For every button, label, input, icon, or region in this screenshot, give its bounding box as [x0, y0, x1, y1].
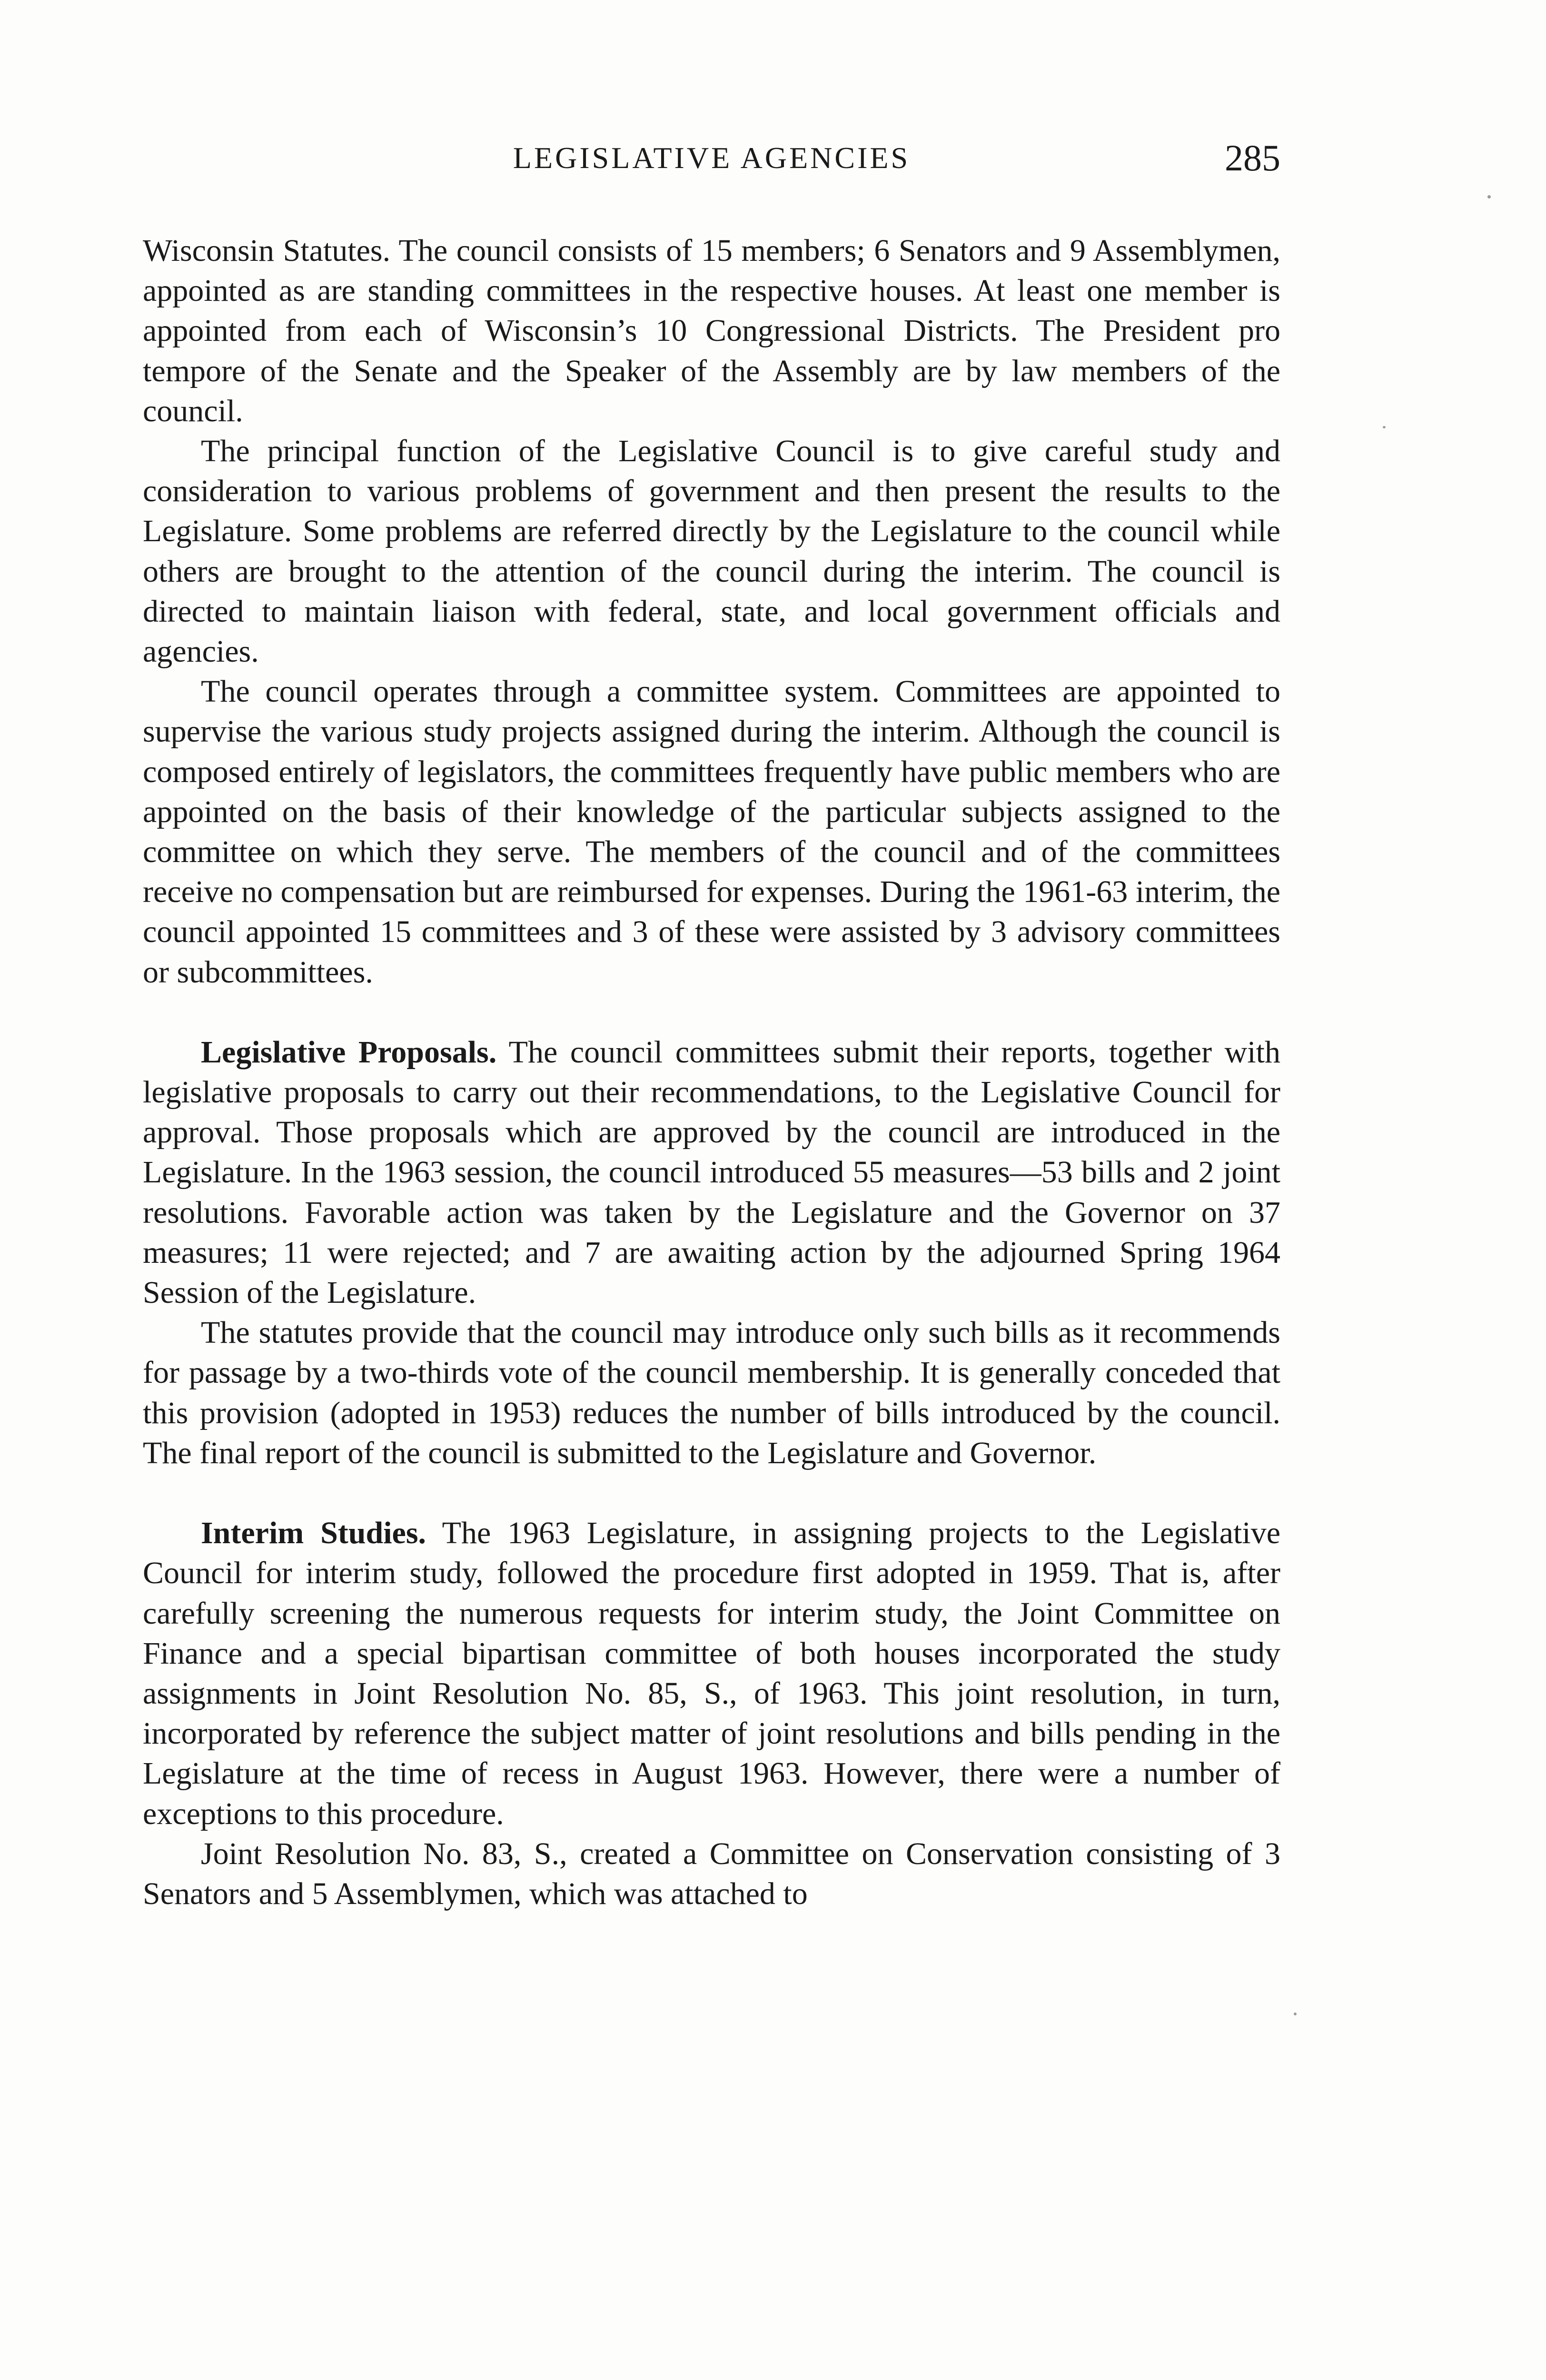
section-heading-interim-studies: Interim Studies. — [201, 1516, 426, 1551]
paragraph-text: Joint Resolution No. 83, S., created a Committee on Conservation consisting of 3 Senators and 5 Assemblymen, which was attached to — [143, 1836, 1280, 1911]
paragraph-text: The 1963 Legislature, in assigning projects to the Legislative Council for interim study, followed the procedure first adopted in 1959. That is, after carefully screening the numerous requests for interim study, the Joint Committee on Finance and a special bipartisan committee of both houses incorporated the study assignments in Joint Resolution No. 85, S., of 1963. This joint resolution, in turn, incorporated by reference the subject matter of joint resolutions and bills pending in the Legislature at the time of recess in August 1963. However, there were a number of exceptions to this procedure. — [143, 1516, 1281, 1831]
paragraph-text: The council committees submit their reports, together with legislative proposals to carry out their recommendations, to the Legislative Council for approval. Those proposals which are approved by the council are introduced in the Legislature. In the 1963 session, the council introduced 55 measures—53 bills and 2 joint resolutions. Favorable action was taken by the Legislature and the Governor on 37 measures; 11 were rejected; and 7 are awaiting action by the adjourned Spring 1964 Session of the Legislature. — [143, 1034, 1280, 1310]
body-text — [143, 231, 1280, 1914]
running-title: LEGISLATIVE AGENCIES — [513, 141, 911, 175]
paragraph-statutes-two-thirds — [143, 1313, 1280, 1473]
paragraph-committee-system — [143, 672, 1280, 992]
paragraph-interim-studies — [143, 1513, 1280, 1834]
paragraph-text: The principal function of the Legislative Council is to give careful study and consideration to various problems of government and then present the results to the Legislature. Some problems are referred directly by the Legislature to the council while others are brought to the attention of the council during the interim. The council is directed to maintain liaison with federal, state, and local government officials and agencies. — [143, 434, 1280, 669]
paragraph-conservation-committee — [143, 1834, 1280, 1914]
paragraph-text: Wisconsin Statutes. The council consists of 15 members; 6 Senators and 9 Assemblymen, appointed as are standing committees in the respective houses. At least one member is appointed from each of Wisconsin’s 10 Congressional Districts. The President pro tempore of the Senate and the Speaker of the Assembly are by law members of the council. — [143, 233, 1280, 428]
scan-speck — [1487, 195, 1491, 198]
paragraph-council-membership — [143, 231, 1280, 431]
paragraph-text: The statutes provide that the council may introduce only such bills as it recommends for passage by a two-thirds vote of the council membership. It is generally conceded that this provision (adopted in 1953) reduces the number of bills introduced by the council. The final report of the council is submitted to the Legislature and Governor. — [143, 1315, 1280, 1470]
page-number: 285 — [1225, 137, 1280, 178]
paragraph-text: The council operates through a committee system. Committees are appointed to supervise the various study projects assigned during the interim. Although the council is composed entirely of legislators, the committees frequently have public members who are appointed on the basis of their knowledge of the particular subjects assigned to the committee on which they serve. The members of the council and of the committees receive no compensation but are reimbursed for expenses. During the 1961-63 interim, the council appointed 15 committees and 3 of these were assisted by 3 advisory committees or subcommittees. — [143, 674, 1280, 990]
scan-speck — [1294, 2013, 1297, 2015]
scan-speck — [1383, 426, 1386, 428]
paragraph-legislative-proposals — [143, 1032, 1280, 1313]
section-heading-legislative-proposals: Legislative Proposals. — [201, 1034, 497, 1070]
running-head — [143, 134, 1280, 191]
paragraph-council-function — [143, 431, 1280, 672]
